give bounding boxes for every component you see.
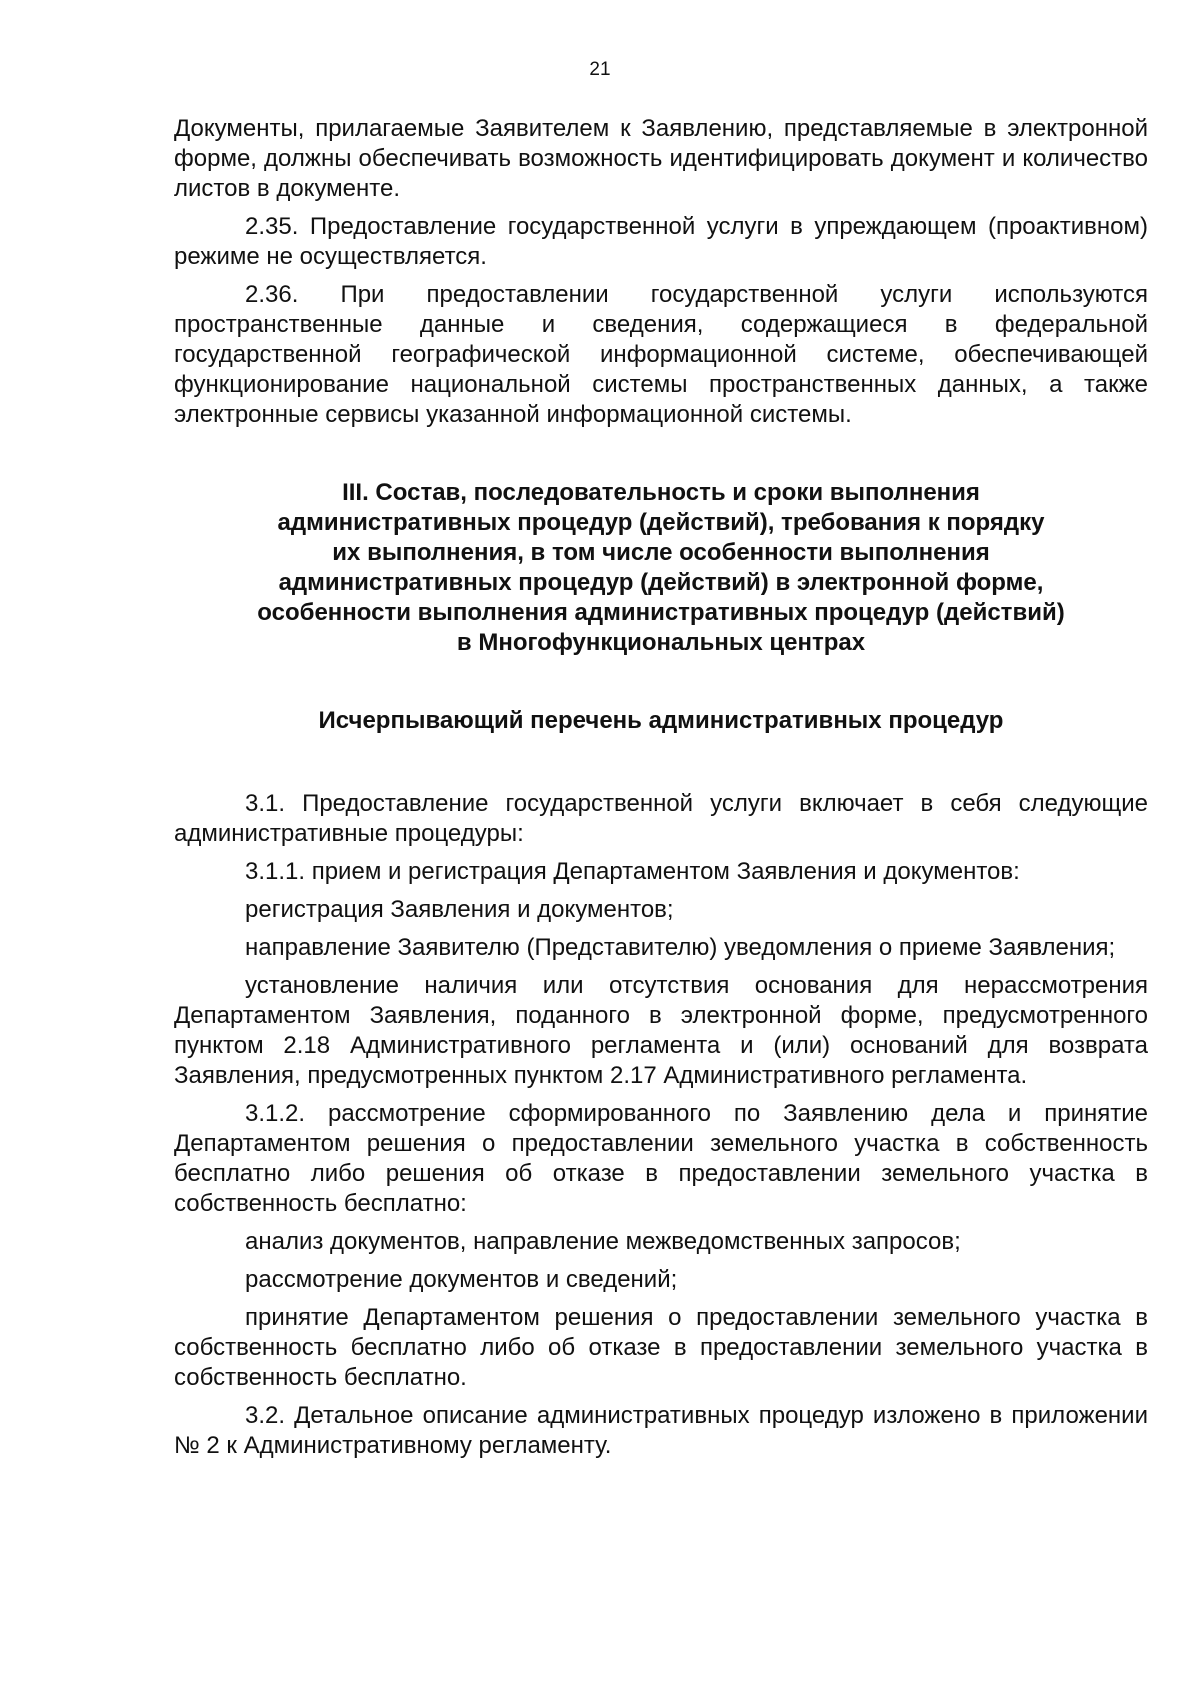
- section-heading-line: в Многофункциональных центрах: [456, 629, 866, 656]
- section-heading-line: особенности выполнения административных процедур (действий): [257, 599, 1065, 626]
- paragraph-3-1-2: 3.1.2. рассмотрение сформированного по Заявлению дела и принятие Департаментом решения о предоставлении земельного участка в собственность бесплатно либо решения об отказе в предоставлении земельного участка в собственность бесплатно:: [174, 1100, 1148, 1217]
- paragraph-3-1: 3.1. Предоставление государственной услуги включает в себя следующие административные процедуры:: [174, 790, 1148, 847]
- section-heading-line: административных процедур (действий) в электронной форме,: [278, 569, 1044, 596]
- paragraph-decision: принятие Департаментом решения о предоставлении земельного участка в собственность бесплатно либо об отказе в предоставлении земельного участка в собственность бесплатно.: [174, 1304, 1148, 1391]
- paragraph-review: рассмотрение документов и сведений;: [245, 1266, 678, 1293]
- paragraph-documents: Документы, прилагаемые Заявителем к Заявлению, представляемые в электронной форме, должны обеспечивать возможность идентифицировать документ и количество листов в документе.: [174, 115, 1148, 202]
- paragraph-analysis: анализ документов, направление межведомственных запросов;: [245, 1228, 961, 1255]
- paragraph-2-36: 2.36. При предоставлении государственной услуги используются пространственные данные и сведения, содержащиеся в федеральной государственной географической информационной системе, обеспечивающей функционирование национальной системы пространственных данных, а также электронные сервисы указанной информационной системы.: [174, 281, 1148, 428]
- paragraph-2-35: 2.35. Предоставление государственной услуги в упреждающем (проактивном) режиме не осуществляется.: [174, 213, 1148, 270]
- page-number: 21: [589, 59, 611, 80]
- paragraph-grounds: установление наличия или отсутствия основания для нерассмотрения Департаментом Заявления, поданного в электронной форме, предусмотренного пунктом 2.18 Административного регламента и (или) оснований для возврата Заявления, предусмотренных пунктом 2.17 Административного регламента.: [174, 972, 1148, 1089]
- paragraph-registration: регистрация Заявления и документов;: [245, 896, 674, 923]
- section-heading-line: административных процедур (действий), требования к порядку: [277, 509, 1045, 536]
- subsection-heading: Исчерпывающий перечень административных процедур: [318, 707, 1004, 734]
- section-heading-line: их выполнения, в том числе особенности выполнения: [332, 539, 990, 566]
- paragraph-3-2: 3.2. Детальное описание административных процедур изложено в приложении № 2 к Административному регламенту.: [174, 1402, 1148, 1459]
- section-heading: [174, 478, 1148, 658]
- section-heading-line: III. Состав, последовательность и сроки выполнения: [342, 479, 980, 506]
- paragraph-notification: направление Заявителю (Представителю) уведомления о приеме Заявления;: [245, 934, 1116, 961]
- paragraph-3-1-1: 3.1.1. прием и регистрация Департаментом Заявления и документов:: [245, 858, 1020, 885]
- document-body: [174, 114, 1148, 1461]
